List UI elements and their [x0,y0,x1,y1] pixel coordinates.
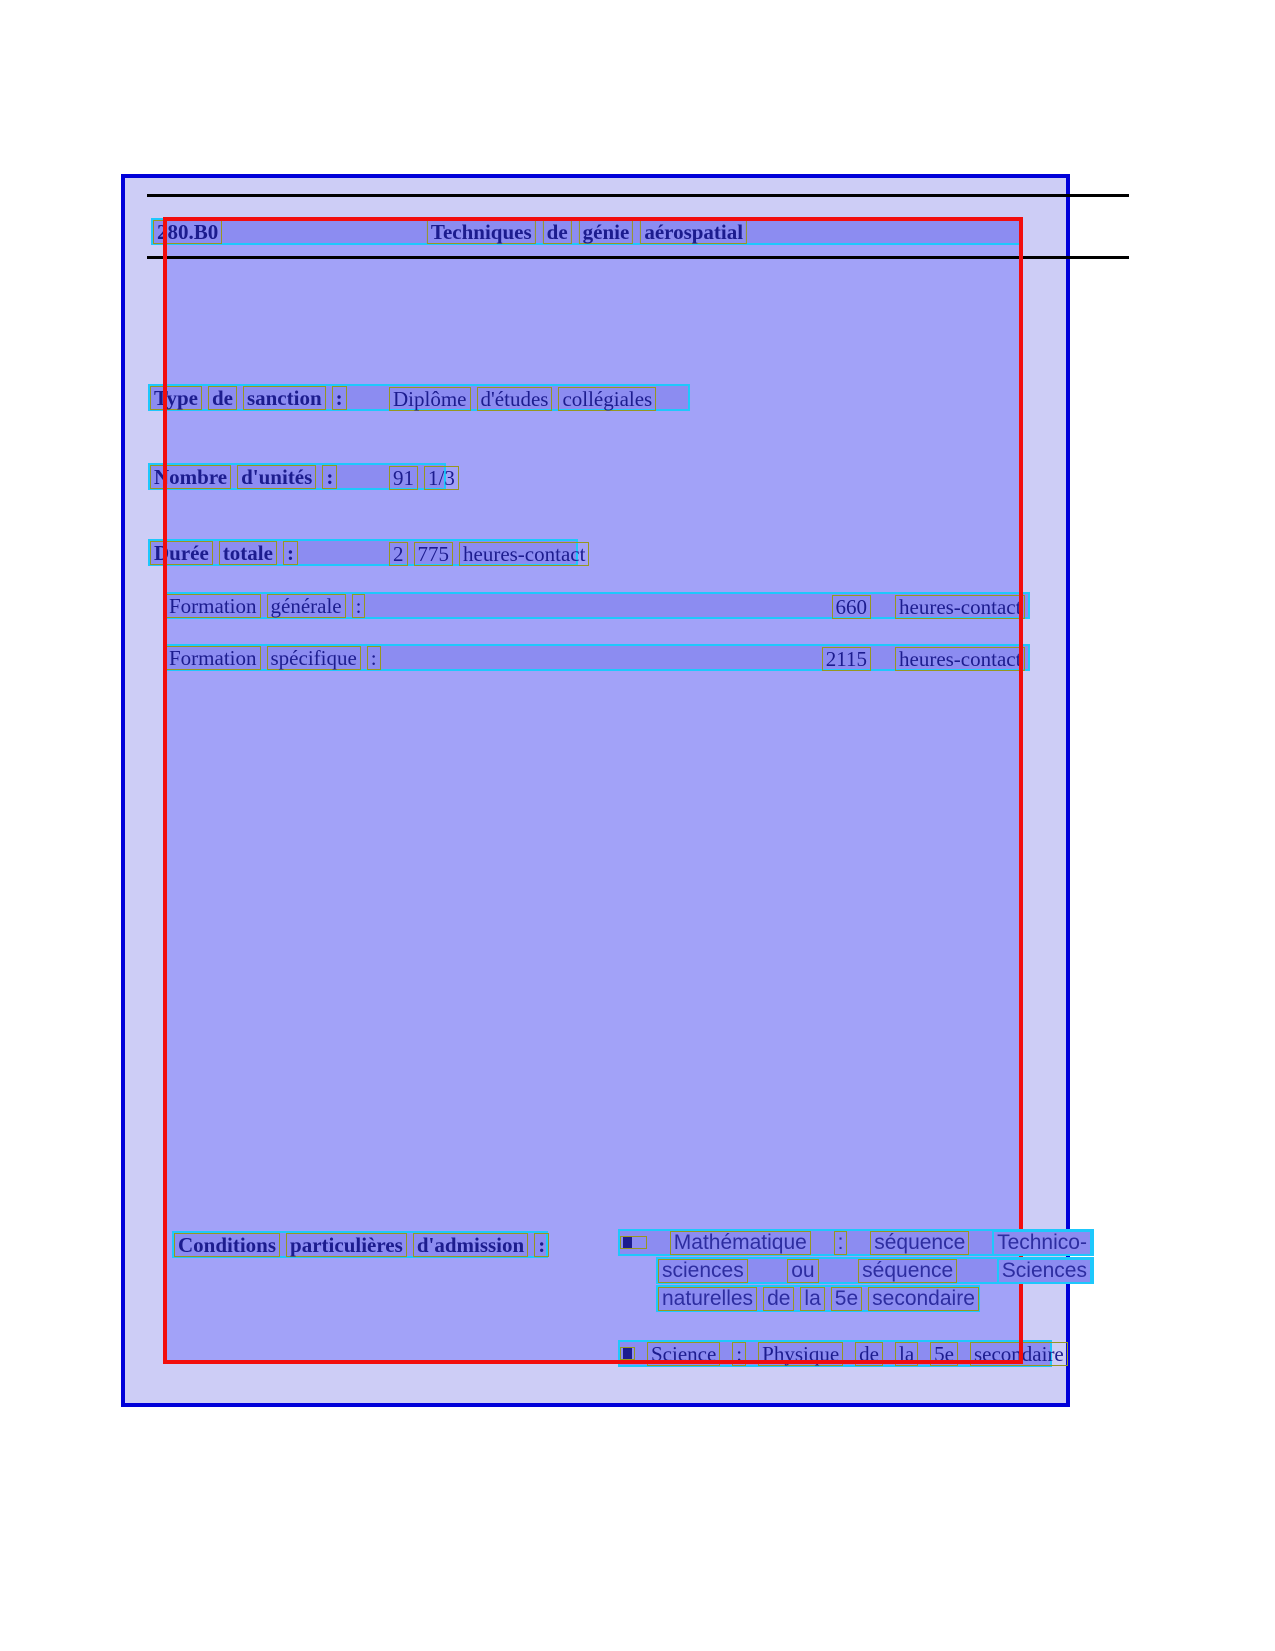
word-box: 2115 [822,647,871,671]
field-label [150,465,337,489]
word-box: Type [150,386,202,410]
word-box: sciences [658,1259,748,1283]
word-box: de [855,1342,883,1366]
admission-bullet1-line1 [618,1229,1094,1256]
program-code: 280.B0 [153,220,222,244]
word-box: aérospatial [640,220,747,244]
word-box: séquence [870,1231,969,1255]
word-box: 91 [389,466,418,490]
word-box: 775 [414,542,454,566]
word-box: 5e [831,1287,862,1311]
word-box: de [543,220,572,244]
word-box: : [283,541,298,565]
word-box: Formation [165,594,261,618]
header-rule-bottom [147,256,1129,259]
word-box: 2 [389,542,408,566]
word-box: : [322,465,337,489]
formation-unit [895,647,1025,671]
word-box: séquence [858,1259,957,1283]
admission-bullet1-line2 [656,1257,1094,1284]
program-title [427,220,747,244]
word-box: particulières [286,1233,407,1257]
admission-bullet2-row [618,1340,1064,1367]
bullet-icon [620,1236,647,1249]
formation-label [165,594,365,618]
header-rule-top [147,194,1129,197]
word-box: secondaire [868,1287,979,1311]
word-box: Formation [165,646,261,670]
admission-bullet1-line3 [656,1285,980,1312]
word-box: Mathématique [670,1231,811,1255]
program-header-row [151,218,1023,245]
word-box: Physique [758,1342,843,1366]
word-box: spécifique [267,646,361,670]
word-box: : [367,646,381,670]
field-value [389,542,589,566]
field-value [389,387,656,411]
field-row-type-de-sanction [148,384,690,411]
formation-unit [895,595,1025,619]
word-box: heures-contact [459,542,589,566]
field-row-nombre-unites [148,463,455,490]
field-value [389,466,459,490]
word-box: naturelles [658,1287,757,1311]
word-box: d'unités [237,465,316,489]
word-box: Durée [150,541,213,565]
word-box: 1/3 [424,466,459,490]
field-label [150,541,298,565]
word-box: : [352,594,366,618]
word-box: heures-contact [895,647,1025,671]
word-box: sanction [243,386,326,410]
word-box: Nombre [150,465,231,489]
bullet-icon [620,1347,635,1360]
word-box: heures-contact [895,595,1025,619]
word-box: Sciences [997,1258,1092,1284]
formation-row-generale [163,592,1030,619]
word-box: : [534,1233,549,1257]
formation-label [165,646,381,670]
word-box: Diplôme [389,387,471,411]
word-box: de [208,386,237,410]
word-box: : [834,1231,848,1255]
word-box: Science [647,1342,720,1366]
word-box: secondaire [970,1342,1068,1366]
word-box: Conditions [174,1233,280,1257]
formation-hours [805,595,871,619]
word-box: Techniques [427,220,536,244]
word-box: la [895,1342,918,1366]
word-box: collégiales [558,387,656,411]
word-box: la [800,1287,824,1311]
word-box: génie [579,220,634,244]
formation-row-specifique [163,644,1030,671]
word-box: ou [787,1259,818,1283]
word-box: de [763,1287,794,1311]
word-box: 5e [930,1342,958,1366]
field-label [150,386,347,410]
word-box: totale [219,541,277,565]
word-box: d'admission [413,1233,528,1257]
admission-conditions-label-row [172,1231,548,1258]
field-row-duree-totale [148,539,586,566]
word-box: générale [267,594,346,618]
word-box: : [332,386,347,410]
word-box: d'études [477,387,553,411]
formation-hours [805,647,871,671]
word-box: : [732,1342,746,1366]
word-box: 660 [832,595,872,619]
word-box: Technico- [992,1230,1092,1256]
